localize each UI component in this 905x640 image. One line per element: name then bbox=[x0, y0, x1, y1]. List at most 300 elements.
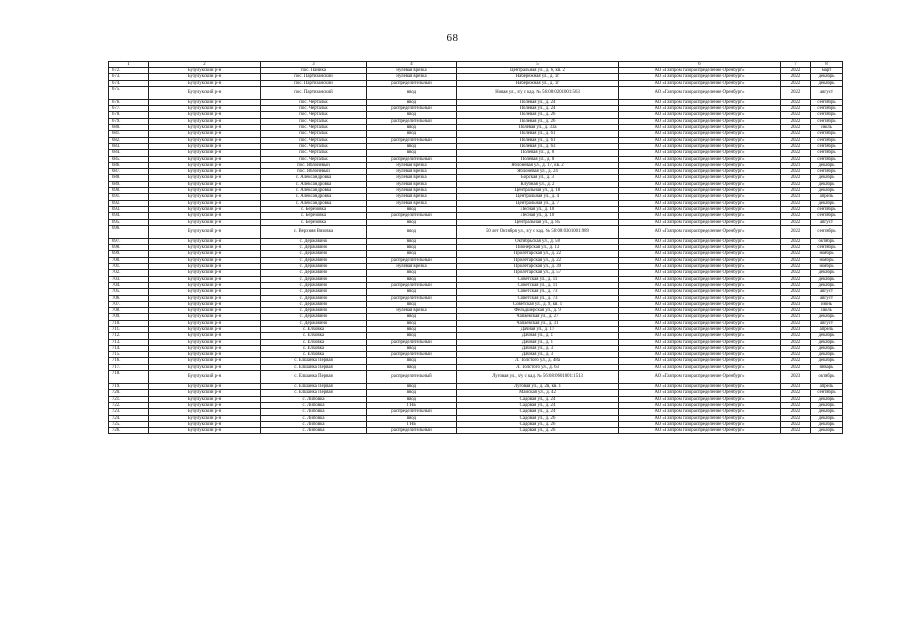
address-cell: Советская ул., д. 73 bbox=[457, 295, 619, 301]
district-cell: Бузулукский р-н bbox=[149, 188, 261, 194]
organization-cell: АО «Газпром газораспределение Оренбург» bbox=[619, 270, 781, 276]
settlement-cell: с. Березовка bbox=[261, 219, 367, 225]
settlement-cell: с. Елшанка Первая bbox=[261, 364, 367, 370]
settlement-cell: пос. Яблоневый bbox=[261, 169, 367, 175]
settlement-cell: с. Державино bbox=[261, 251, 367, 257]
district-cell: Бузулукский р-н bbox=[149, 143, 261, 149]
connection-type-cell: нулевая врезка bbox=[367, 264, 457, 270]
connection-type-cell: распределительный bbox=[367, 137, 457, 143]
settlement-cell: с. Елховка bbox=[261, 326, 367, 332]
connection-type-cell: распределительный bbox=[367, 339, 457, 345]
district-cell: Бузулукский р-н bbox=[149, 112, 261, 118]
organization-cell: АО «Газпром газораспределение Оренбург» bbox=[619, 181, 781, 187]
month-cell: сентябрь bbox=[811, 143, 843, 149]
district-cell: Бузулукский р-н bbox=[149, 86, 261, 99]
settlement-cell: с. Липовка bbox=[261, 402, 367, 408]
row-number-cell: 681. bbox=[109, 131, 149, 137]
organization-cell: АО «Газпром газораспределение Оренбург» bbox=[619, 320, 781, 326]
settlement-cell: с. Александровка bbox=[261, 188, 367, 194]
month-cell: апрель bbox=[811, 384, 843, 390]
connection-type-cell: распределительный bbox=[367, 282, 457, 288]
year-cell: 2022 bbox=[781, 421, 811, 427]
settlement-cell: с. Державино bbox=[261, 270, 367, 276]
connection-type-cell: распределительный bbox=[367, 295, 457, 301]
year-cell: 2023 bbox=[781, 194, 811, 200]
connection-type-cell: ввод bbox=[367, 384, 457, 390]
address-cell: Полевая ул., д. 8 bbox=[457, 156, 619, 162]
table-body bbox=[109, 68, 843, 434]
month-cell: сентябрь bbox=[811, 106, 843, 112]
address-cell: Лесная ул., д. 10 bbox=[457, 206, 619, 212]
settlement-cell: с. Елшанка Первая bbox=[261, 384, 367, 390]
year-cell: 2023 bbox=[781, 326, 811, 332]
connection-type-cell: распределительный bbox=[367, 409, 457, 415]
organization-cell: АО «Газпром газораспределение Оренбург» bbox=[619, 194, 781, 200]
settlement-cell: пос. Чертальк bbox=[261, 125, 367, 131]
address-cell: Л. Толстого ул., д. 63 bbox=[457, 364, 619, 370]
organization-cell: АО «Газпром газораспределение Оренбург» bbox=[619, 390, 781, 396]
year-cell: 2022 bbox=[781, 257, 811, 263]
month-cell: август bbox=[811, 320, 843, 326]
organization-cell: АО «Газпром газораспределение Оренбург» bbox=[619, 86, 781, 99]
organization-cell: АО «Газпром газораспределение Оренбург» bbox=[619, 402, 781, 408]
row-number-cell: 694. bbox=[109, 213, 149, 219]
district-cell: Бузулукский р-н bbox=[149, 345, 261, 351]
row-number-cell: 673. bbox=[109, 74, 149, 80]
month-cell: сентябрь bbox=[811, 390, 843, 396]
connection-type-cell: нулевая врезка bbox=[367, 200, 457, 206]
district-cell: Бузулукский р-н bbox=[149, 137, 261, 143]
month-cell: сентябрь bbox=[811, 169, 843, 175]
connection-type-cell: ввод bbox=[367, 143, 457, 149]
district-cell: Бузулукский р-н bbox=[149, 125, 261, 131]
column-number: 1 bbox=[109, 62, 149, 68]
month-cell: сентябрь bbox=[811, 225, 843, 238]
district-cell: Бузулукский р-н bbox=[149, 245, 261, 251]
address-cell: Садовая ул., д. 26 bbox=[457, 415, 619, 421]
address-cell: Полевая ул., д. 63 bbox=[457, 143, 619, 149]
month-cell: декабрь bbox=[811, 421, 843, 427]
address-cell: Яблоневая ул., д. 24 bbox=[457, 169, 619, 175]
row-number-cell: 691. bbox=[109, 194, 149, 200]
year-cell: 2022 bbox=[781, 415, 811, 421]
organization-cell: АО «Газпром газораспределение Оренбург» bbox=[619, 188, 781, 194]
row-number-cell: 708. bbox=[109, 308, 149, 314]
settlement-cell: с. Александровка bbox=[261, 200, 367, 206]
district-cell: Бузулукский р-н bbox=[149, 225, 261, 238]
connection-type-cell: ввод bbox=[367, 289, 457, 295]
settlement-cell: с. Липовка bbox=[261, 428, 367, 434]
row-number-cell: 697. bbox=[109, 238, 149, 244]
row-number-cell: 719. bbox=[109, 384, 149, 390]
connection-type-cell: ввод bbox=[367, 219, 457, 225]
year-cell: 2022 bbox=[781, 118, 811, 124]
district-cell: Бузулукский р-н bbox=[149, 282, 261, 288]
connection-type-cell: ввод bbox=[367, 345, 457, 351]
connection-type-cell: нулевая врезка bbox=[367, 68, 457, 74]
connection-type-cell: ввод bbox=[367, 314, 457, 320]
organization-cell: АО «Газпром газораспределение Оренбург» bbox=[619, 358, 781, 364]
address-cell: Полевая ул., д. 24 bbox=[457, 106, 619, 112]
row-number-cell: 690. bbox=[109, 188, 149, 194]
connection-type-cell: ввод bbox=[367, 245, 457, 251]
settlement-cell: пос. Чертальк bbox=[261, 137, 367, 143]
district-cell: Бузулукский р-н bbox=[149, 118, 261, 124]
table-row bbox=[109, 371, 843, 384]
district-cell: Бузулукский р-н bbox=[149, 371, 261, 384]
address-cell: Полевая ул., д. 24 bbox=[457, 99, 619, 105]
row-number-cell: 696. bbox=[109, 225, 149, 238]
connection-type-cell: ввод bbox=[367, 358, 457, 364]
table-row bbox=[109, 428, 843, 434]
organization-cell: АО «Газпром газораспределение Оренбург» bbox=[619, 428, 781, 434]
district-cell: Бузулукский р-н bbox=[149, 238, 261, 244]
table-row bbox=[109, 86, 843, 99]
connection-type-cell: ввод bbox=[367, 206, 457, 212]
settlement-cell: с. Елховка bbox=[261, 339, 367, 345]
month-cell: октябрь bbox=[811, 371, 843, 384]
connection-type-cell: ввод bbox=[367, 112, 457, 118]
settlement-cell: пос. Чертальк bbox=[261, 143, 367, 149]
organization-cell: АО «Газпром газораспределение Оренбург» bbox=[619, 251, 781, 257]
row-number-cell: 684. bbox=[109, 150, 149, 156]
year-cell: 2022 bbox=[781, 282, 811, 288]
row-number-cell: 721. bbox=[109, 396, 149, 402]
row-number-cell: 715. bbox=[109, 352, 149, 358]
year-cell: 2022 bbox=[781, 169, 811, 175]
district-cell: Бузулукский р-н bbox=[149, 150, 261, 156]
row-number-cell: 720. bbox=[109, 390, 149, 396]
address-cell: Чапаевская ул., д. 27 bbox=[457, 314, 619, 320]
settlement-cell: пос. Чертальк bbox=[261, 112, 367, 118]
year-cell: 2022 bbox=[781, 238, 811, 244]
district-cell: Бузулукский р-н bbox=[149, 352, 261, 358]
address-cell: Полевая ул., д. 26 bbox=[457, 112, 619, 118]
district-cell: Бузулукский р-н bbox=[149, 409, 261, 415]
column-number: 5 bbox=[457, 62, 619, 68]
row-number-cell: 672. bbox=[109, 68, 149, 74]
row-number-cell: 677. bbox=[109, 106, 149, 112]
connection-type-cell: ввод bbox=[367, 396, 457, 402]
row-number-cell: 692. bbox=[109, 200, 149, 206]
year-cell: 2022 bbox=[781, 68, 811, 74]
address-cell: Набережная ул., д. 1г bbox=[457, 80, 619, 86]
district-cell: Бузулукский р-н bbox=[149, 289, 261, 295]
month-cell: декабрь bbox=[811, 175, 843, 181]
year-cell: 2022 bbox=[781, 308, 811, 314]
row-number-cell: 713. bbox=[109, 339, 149, 345]
year-cell: 2022 bbox=[781, 213, 811, 219]
row-number-cell: 722. bbox=[109, 402, 149, 408]
district-cell: Бузулукский р-н bbox=[149, 326, 261, 332]
year-cell: 2022 bbox=[781, 137, 811, 143]
organization-cell: АО «Газпром газораспределение Оренбург» bbox=[619, 80, 781, 86]
address-cell: 50 лет Октября ул., з/у с кад. № 56:08:0301001:989 bbox=[457, 225, 619, 238]
connection-type-cell: ввод bbox=[367, 86, 457, 99]
row-number-cell: 717. bbox=[109, 364, 149, 370]
connection-type-cell: ввод bbox=[367, 225, 457, 238]
year-cell: 2022 bbox=[781, 339, 811, 345]
year-cell: 2022 bbox=[781, 150, 811, 156]
district-cell: Бузулукский р-н bbox=[149, 175, 261, 181]
district-cell: Бузулукский р-н bbox=[149, 194, 261, 200]
row-number-cell: 712. bbox=[109, 333, 149, 339]
month-cell: август bbox=[811, 295, 843, 301]
month-cell: декабрь bbox=[811, 396, 843, 402]
organization-cell: АО «Газпром газораспределение Оренбург» bbox=[619, 112, 781, 118]
district-cell: Бузулукский р-н bbox=[149, 320, 261, 326]
connection-type-cell: ввод bbox=[367, 301, 457, 307]
year-cell: 2022 bbox=[781, 80, 811, 86]
organization-cell: АО «Газпром газораспределение Оренбург» bbox=[619, 276, 781, 282]
year-cell: 2022 bbox=[781, 206, 811, 212]
address-cell: Дачная ул., д. 1 bbox=[457, 339, 619, 345]
organization-cell: АО «Газпром газораспределение Оренбург» bbox=[619, 384, 781, 390]
district-cell: Бузулукский р-н bbox=[149, 206, 261, 212]
row-number-cell: 699. bbox=[109, 251, 149, 257]
row-number-cell: 700. bbox=[109, 257, 149, 263]
page-number: 68 bbox=[446, 32, 459, 44]
district-cell: Бузулукский р-н bbox=[149, 358, 261, 364]
row-number-cell: 682. bbox=[109, 137, 149, 143]
organization-cell: АО «Газпром газораспределение Оренбург» bbox=[619, 118, 781, 124]
address-cell: Полевая ул., д. 8 bbox=[457, 150, 619, 156]
year-cell: 2023 bbox=[781, 371, 811, 384]
district-cell: Бузулукский р-н bbox=[149, 264, 261, 270]
organization-cell: АО «Газпром газораспределение Оренбург» bbox=[619, 345, 781, 351]
district-cell: Бузулукский р-н bbox=[149, 339, 261, 345]
address-cell: Центральная ул., д. 18 bbox=[457, 188, 619, 194]
column-number: 2 bbox=[149, 62, 261, 68]
row-number-cell: 709. bbox=[109, 314, 149, 320]
year-cell: 2022 bbox=[781, 74, 811, 80]
address-cell: Пролетарская ул., д. 22 bbox=[457, 257, 619, 263]
row-number-cell: 711. bbox=[109, 326, 149, 332]
settlement-cell: с. Елшанка Первая bbox=[261, 390, 367, 396]
address-cell: Майская ул., д. 42 bbox=[457, 390, 619, 396]
district-cell: Бузулукский р-н bbox=[149, 428, 261, 434]
row-number-cell: 685. bbox=[109, 156, 149, 162]
district-cell: Бузулукский р-н bbox=[149, 295, 261, 301]
month-cell: сентябрь bbox=[811, 112, 843, 118]
settlement-cell: с. Державино bbox=[261, 295, 367, 301]
organization-cell: АО «Газпром газораспределение Оренбург» bbox=[619, 106, 781, 112]
address-cell: Л. Толстого ул., д. 48а bbox=[457, 358, 619, 364]
address-cell: Советская ул., д. 11 bbox=[457, 282, 619, 288]
connection-type-cell: распределительный bbox=[367, 352, 457, 358]
month-cell: апрель bbox=[811, 194, 843, 200]
month-cell: сентябрь bbox=[811, 206, 843, 212]
settlement-cell: пос. Чертальк bbox=[261, 150, 367, 156]
row-number-cell: 706. bbox=[109, 295, 149, 301]
row-number-cell: 680. bbox=[109, 125, 149, 131]
year-cell: 2022 bbox=[781, 270, 811, 276]
district-cell: Бузулукский р-н bbox=[149, 276, 261, 282]
month-cell: декабрь bbox=[811, 80, 843, 86]
month-cell: декабрь bbox=[811, 200, 843, 206]
address-cell: Центральная ул., д. 6, кв. 2 bbox=[457, 68, 619, 74]
settlement-cell: пос. Чертальк bbox=[261, 156, 367, 162]
connection-type-cell: распределительный bbox=[367, 428, 457, 434]
address-cell: Луговая ул., д. 2в, кв. 1 bbox=[457, 384, 619, 390]
address-cell: Садовая ул., д. 26 bbox=[457, 421, 619, 427]
year-cell: 2022 bbox=[781, 245, 811, 251]
address-cell: Садовая ул., д. 24 bbox=[457, 396, 619, 402]
district-cell: Бузулукский р-н bbox=[149, 364, 261, 370]
settlement-cell: с. Елховка bbox=[261, 345, 367, 351]
district-cell: Бузулукский р-н bbox=[149, 68, 261, 74]
row-number-cell: 718. bbox=[109, 371, 149, 384]
address-cell: Центральная ул., д. 4 bbox=[457, 194, 619, 200]
organization-cell: АО «Газпром газораспределение Оренбург» bbox=[619, 314, 781, 320]
settlement-cell: с. Державино bbox=[261, 308, 367, 314]
month-cell: сентябрь bbox=[811, 213, 843, 219]
connection-type-cell: ввод bbox=[367, 131, 457, 137]
month-cell: сентябрь bbox=[811, 245, 843, 251]
year-cell: 2022 bbox=[781, 289, 811, 295]
settlement-cell: с. Александровка bbox=[261, 181, 367, 187]
address-cell: Советская ул., д. 9, кв. 1 bbox=[457, 301, 619, 307]
connection-type-cell: распределительный bbox=[367, 371, 457, 384]
connection-type-cell: нулевая врезка bbox=[367, 162, 457, 168]
address-cell: Новая ул., з/у с кад. № 56:08:0201001:563 bbox=[457, 86, 619, 99]
row-number-cell: 683. bbox=[109, 143, 149, 149]
month-cell: декабрь bbox=[811, 345, 843, 351]
organization-cell: АО «Газпром газораспределение Оренбург» bbox=[619, 371, 781, 384]
settlement-cell: с. Державино bbox=[261, 314, 367, 320]
month-cell: сентябрь bbox=[811, 99, 843, 105]
settlement-cell: с. Державино bbox=[261, 276, 367, 282]
address-cell: Чапаевская ул., д. 31 bbox=[457, 320, 619, 326]
month-cell: январь bbox=[811, 364, 843, 370]
settlement-cell: с. Липовка bbox=[261, 421, 367, 427]
address-cell: Полевая ул., д. 33а bbox=[457, 125, 619, 131]
organization-cell: АО «Газпром газораспределение Оренбург» bbox=[619, 99, 781, 105]
month-cell: декабрь bbox=[811, 358, 843, 364]
connection-type-cell: распределительный bbox=[367, 118, 457, 124]
district-cell: Бузулукский р-н bbox=[149, 99, 261, 105]
settlement-cell: с. Державино bbox=[261, 282, 367, 288]
connection-type-cell: ввод bbox=[367, 125, 457, 131]
district-cell: Бузулукский р-н bbox=[149, 162, 261, 168]
connection-type-cell: нулевая врезка bbox=[367, 308, 457, 314]
organization-cell: АО «Газпром газораспределение Оренбург» bbox=[619, 219, 781, 225]
settlement-cell: с. Березовка bbox=[261, 206, 367, 212]
connection-type-cell: ввод bbox=[367, 99, 457, 105]
settlement-cell: пос. Чертальк bbox=[261, 131, 367, 137]
settlement-cell: с. Державино bbox=[261, 264, 367, 270]
row-number-cell: 724. bbox=[109, 415, 149, 421]
district-cell: Бузулукский р-н bbox=[149, 396, 261, 402]
year-cell: 2022 bbox=[781, 428, 811, 434]
organization-cell: АО «Газпром газораспределение Оренбург» bbox=[619, 282, 781, 288]
month-cell: декабрь bbox=[811, 74, 843, 80]
year-cell: 2022 bbox=[781, 125, 811, 131]
year-cell: 2022 bbox=[781, 264, 811, 270]
address-cell: Садовая ул., д. 24 bbox=[457, 409, 619, 415]
settlement-cell: пос. Партизанский bbox=[261, 74, 367, 80]
year-cell: 2022 bbox=[781, 402, 811, 408]
year-cell: 2022 bbox=[781, 86, 811, 99]
district-cell: Бузулукский р-н bbox=[149, 74, 261, 80]
address-cell: Клубная ул., д. 2 bbox=[457, 181, 619, 187]
organization-cell: АО «Газпром газораспределение Оренбург» bbox=[619, 206, 781, 212]
month-cell: декабрь bbox=[811, 276, 843, 282]
gas-connection-table bbox=[108, 61, 843, 434]
month-cell: сентябрь bbox=[811, 137, 843, 143]
connection-type-cell: ввод bbox=[367, 415, 457, 421]
month-cell: декабрь bbox=[811, 415, 843, 421]
district-cell: Бузулукский р-н bbox=[149, 106, 261, 112]
row-number-cell: 702. bbox=[109, 270, 149, 276]
connection-type-cell: нулевая врезка bbox=[367, 169, 457, 175]
district-cell: Бузулукский р-н bbox=[149, 333, 261, 339]
district-cell: Бузулукский р-н bbox=[149, 181, 261, 187]
settlement-cell: с. Верхняя Вязовка bbox=[261, 225, 367, 238]
district-cell: Бузулукский р-н bbox=[149, 80, 261, 86]
organization-cell: АО «Газпром газораспределение Оренбург» bbox=[619, 409, 781, 415]
row-number-cell: 726. bbox=[109, 428, 149, 434]
row-number-cell: 678. bbox=[109, 112, 149, 118]
row-number-cell: 686. bbox=[109, 162, 149, 168]
address-cell: Пионерская ул., д. 13 bbox=[457, 245, 619, 251]
address-cell: Советская ул., д. 11 bbox=[457, 276, 619, 282]
month-cell: декабрь bbox=[811, 402, 843, 408]
address-cell: Лесная ул., д. 10 bbox=[457, 213, 619, 219]
month-cell: декабрь bbox=[811, 188, 843, 194]
settlement-cell: пос. Паника bbox=[261, 68, 367, 74]
district-cell: Бузулукский р-н bbox=[149, 213, 261, 219]
year-cell: 2022 bbox=[781, 396, 811, 402]
settlement-cell: с. Александровка bbox=[261, 194, 367, 200]
district-cell: Бузулукский р-н bbox=[149, 200, 261, 206]
year-cell: 2022 bbox=[781, 175, 811, 181]
connection-type-cell: распределительный bbox=[367, 213, 457, 219]
organization-cell: АО «Газпром газораспределение Оренбург» bbox=[619, 308, 781, 314]
month-cell: сентябрь bbox=[811, 150, 843, 156]
month-cell: декабрь bbox=[811, 333, 843, 339]
district-cell: Бузулукский р-н bbox=[149, 402, 261, 408]
column-number: 6 bbox=[619, 62, 781, 68]
connection-type-cell: ввод bbox=[367, 276, 457, 282]
address-cell: Набережная ул., д. 1г bbox=[457, 74, 619, 80]
district-cell: Бузулукский р-н bbox=[149, 257, 261, 263]
month-cell: декабрь bbox=[811, 162, 843, 168]
organization-cell: АО «Газпром газораспределение Оренбург» bbox=[619, 352, 781, 358]
connection-type-cell: ГНБ bbox=[367, 402, 457, 408]
month-cell: декабрь bbox=[811, 339, 843, 345]
year-cell: 2022 bbox=[781, 219, 811, 225]
district-cell: Бузулукский р-н bbox=[149, 390, 261, 396]
month-cell: сентябрь bbox=[811, 118, 843, 124]
organization-cell: АО «Газпром газораспределение Оренбург» bbox=[619, 326, 781, 332]
year-cell: 2022 bbox=[781, 200, 811, 206]
organization-cell: АО «Газпром газораспределение Оренбург» bbox=[619, 125, 781, 131]
settlement-cell: с. Державино bbox=[261, 320, 367, 326]
address-cell: Дачная ул., д. 3 bbox=[457, 352, 619, 358]
organization-cell: АО «Газпром газораспределение Оренбург» bbox=[619, 156, 781, 162]
settlement-cell: с. Липовка bbox=[261, 409, 367, 415]
row-number-cell: 707. bbox=[109, 301, 149, 307]
settlement-cell: с. Державино bbox=[261, 301, 367, 307]
row-number-cell: 679. bbox=[109, 118, 149, 124]
address-cell: Полевая ул., д. 26 bbox=[457, 118, 619, 124]
address-cell: Советская ул., д. 73 bbox=[457, 289, 619, 295]
connection-type-cell: ввод bbox=[367, 390, 457, 396]
organization-cell: АО «Газпром газораспределение Оренбург» bbox=[619, 245, 781, 251]
connection-type-cell: ввод bbox=[367, 251, 457, 257]
address-cell: Дачная ул., д. 17 bbox=[457, 326, 619, 332]
